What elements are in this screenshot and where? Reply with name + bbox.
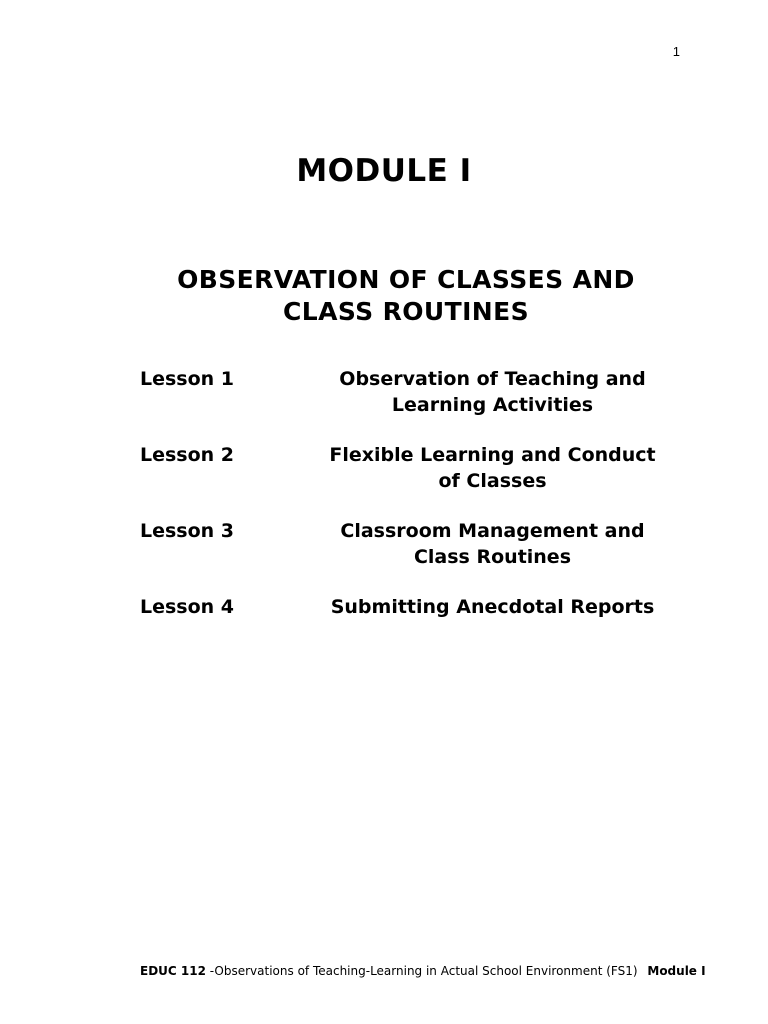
lesson-row-2 [140,442,680,518]
lesson-label: Lesson 2 [140,444,235,466]
lesson-title-line-1: Classroom Management and [340,520,645,542]
footer-module-tag: Module I [647,964,706,978]
lesson-label: Lesson 1 [140,368,235,390]
page-footer [140,964,706,978]
module-subtitle-line-2: CLASS ROUTINES [283,297,529,326]
lesson-title-line-1: Submitting Anecdotal Reports [330,596,655,618]
module-subtitle-line-1: OBSERVATION OF CLASSES AND [177,265,635,294]
lesson-list [140,366,680,670]
lesson-title [320,594,665,620]
lesson-row-4 [140,594,680,670]
lesson-title [320,442,665,494]
lesson-title-line-2: Learning Activities [391,394,594,416]
lesson-title-line-1: Observation of Teaching and [339,368,646,390]
lesson-row-3 [140,518,680,594]
module-title: MODULE I [296,153,472,189]
lesson-title-line-1: Flexible Learning and Conduct [329,444,656,466]
lesson-title [320,366,665,418]
lesson-title-line-2: of Classes [438,470,547,492]
lesson-row-1 [140,366,680,442]
lesson-title [320,518,665,570]
page-number: 1 [672,44,680,59]
lesson-title-line-2: Class Routines [413,546,572,568]
module-subtitle [0,264,768,328]
footer-course-code: EDUC 112 [140,964,206,978]
lesson-label: Lesson 4 [140,596,235,618]
lesson-label: Lesson 3 [140,520,235,542]
footer-course-title: -Observations of Teaching-Learning in Actual School Environment (FS1) [209,964,638,978]
